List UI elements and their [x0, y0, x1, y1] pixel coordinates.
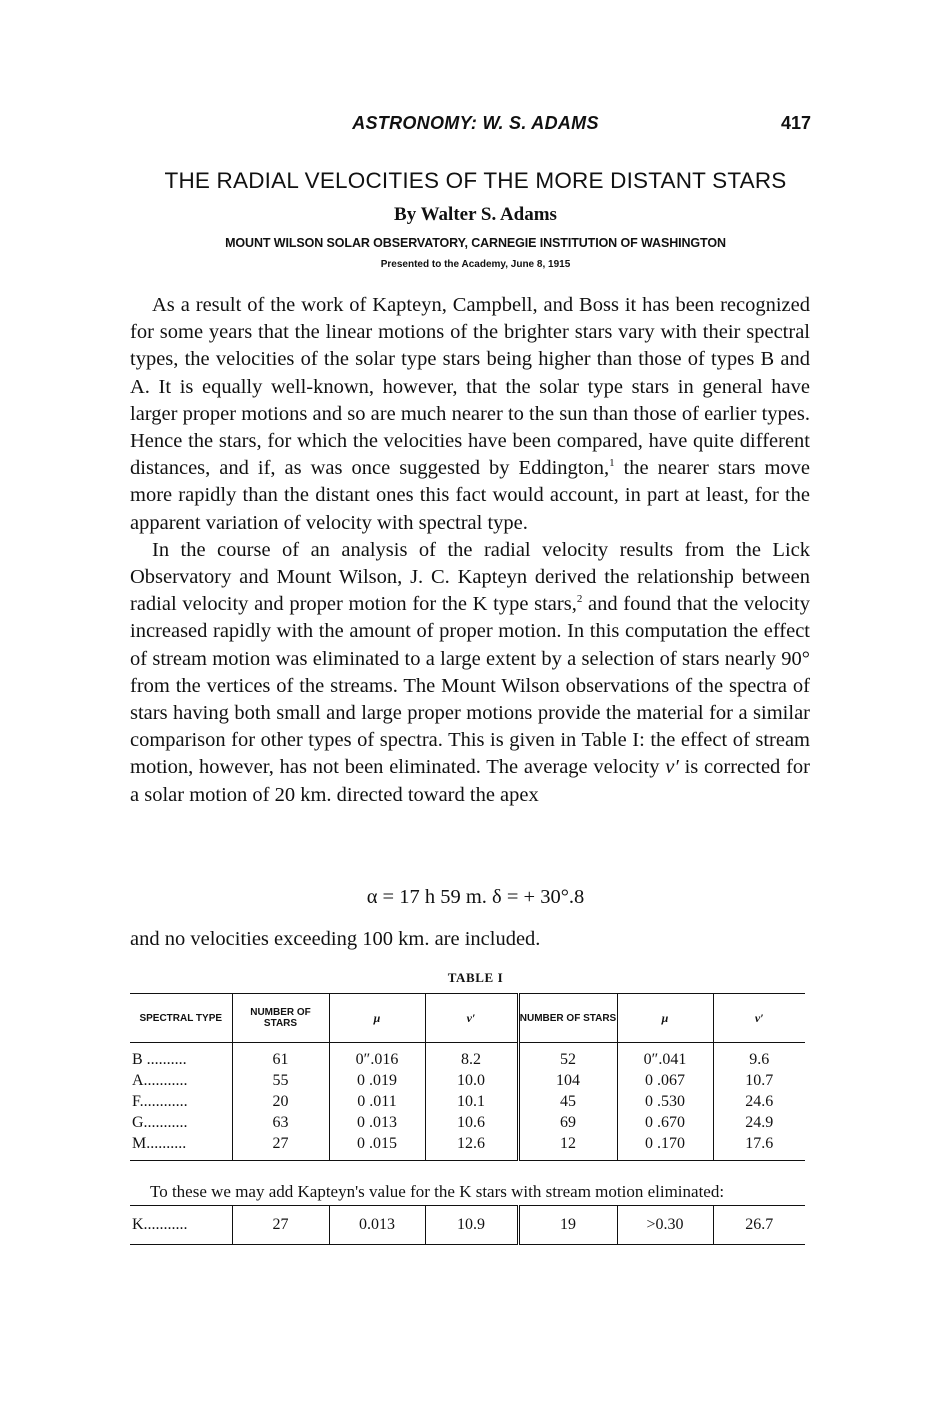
cell-number: 61: [232, 1043, 329, 1071]
cell-v: 10.1: [425, 1091, 518, 1112]
footnote-marker-1[interactable]: 1: [609, 457, 615, 470]
cell-mu: 0.013: [329, 1206, 425, 1245]
cell-mu: 0 .011: [329, 1091, 425, 1112]
cell-mu: 0 .015: [329, 1133, 425, 1161]
k-row: [130, 1206, 805, 1245]
cell-number: 63: [232, 1112, 329, 1133]
paragraph-2: [130, 537, 810, 809]
running-head: [0, 113, 951, 137]
byline: By Walter S. Adams: [394, 204, 557, 225]
data-table: [130, 993, 805, 1161]
header-v: v′: [425, 994, 518, 1043]
paragraph-2-text-c: is corrected for a solar motion of 20 km. directed toward the apex: [130, 756, 810, 806]
table-row: [130, 1133, 805, 1161]
table-note: To these we may add Kapteyn's value for the K stars with stream motion eliminated:: [150, 1182, 725, 1201]
cell-spectral-type: K...........: [130, 1206, 232, 1245]
cell-number: 27: [232, 1133, 329, 1161]
cell-mu: 0 .019: [329, 1070, 425, 1091]
equation: α = 17 h 59 m. δ = + 30°.8: [366, 886, 585, 908]
cell-spectral-type: M..........: [130, 1133, 232, 1161]
page-number: 417: [780, 113, 811, 133]
cell-mu: >0.30: [617, 1206, 713, 1245]
article-title: THE RADIAL VELOCITIES OF THE MORE DISTANT STARS: [164, 168, 787, 193]
cell-v: 10.6: [425, 1112, 518, 1133]
cell-spectral-type: F............: [132, 1092, 188, 1110]
cell-v: 9.6: [713, 1043, 805, 1071]
paragraph-2-text-b: and found that the velocity increased rapidly with the amount of proper motion. In this computation the effect of stream motion was eliminated to a large extent by a selection of stars nearly 90° from the vertices of the streams. The Mount Wilson observations of the spectra of stars having both small and large proper motions provide the material for a similar comparison for other types of spectra. This is given in Table I: the effect of stream motion, however, has not been eliminated. The average velocity: [130, 593, 811, 779]
cell-number: 12: [518, 1133, 617, 1161]
cell-v: 10.9: [425, 1206, 518, 1245]
header-v: v′: [713, 994, 805, 1043]
cell-number: 104: [518, 1070, 617, 1091]
cell-spectral-type: B ..........: [132, 1050, 187, 1068]
cell-mu: 0 .013: [329, 1112, 425, 1133]
cell-v: 10.0: [425, 1070, 518, 1091]
cell-v: 8.2: [425, 1043, 518, 1071]
header-spectral-type: SPECTRAL TYPE: [130, 994, 232, 1043]
header-mu: μ: [329, 994, 425, 1043]
cell-v: 17.6: [713, 1133, 805, 1161]
cell-mu: 0″.016: [329, 1043, 425, 1071]
table-title: TABLE I: [447, 970, 504, 985]
cell-v: 24.9: [713, 1112, 805, 1133]
cell-mu: 0 .530: [617, 1091, 713, 1112]
table-row: [130, 1091, 805, 1112]
footnote-marker-2[interactable]: 2: [576, 593, 583, 606]
paragraph-1-text-b: the nearer stars move more rapidly than the distant ones this fact would account, in part at least, for the apparent variation of velocity with spectral type.: [130, 457, 810, 534]
paragraph-1: [130, 292, 810, 537]
paragraph-2-text-a: In the course of an analysis of the radial velocity results from the Lick Observatory and Mount Wilson, J. C. Kapteyn derived the relationship between radial velocity and proper motion for the K type stars,: [130, 538, 810, 616]
cell-number: 55: [232, 1070, 329, 1091]
continuation-text: and no velocities exceeding 100 km. are included.: [130, 928, 541, 950]
cell-mu: 0 .670: [617, 1112, 713, 1133]
cell-mu: 0 .170: [617, 1133, 713, 1161]
cell-number: 20: [232, 1091, 329, 1112]
cell-number: 19: [518, 1206, 617, 1245]
cell-number: 27: [232, 1206, 329, 1245]
velocity-symbol: v′: [665, 756, 679, 779]
presented-date: Presented to the Academy, June 8, 1915: [380, 259, 571, 270]
table-row: [130, 1043, 805, 1071]
cell-v: 24.6: [713, 1091, 805, 1112]
cell-mu: 0″.041: [617, 1043, 713, 1071]
cell-v: 26.7: [713, 1206, 805, 1245]
affiliation: MOUNT WILSON SOLAR OBSERVATORY, CARNEGIE INSTITUTION OF WASHINGTON: [225, 236, 726, 250]
header-number-of-stars: NUMBER OF STARS: [232, 994, 329, 1043]
table-header-row: [130, 994, 805, 1043]
running-title: ASTRONOMY: W. S. ADAMS: [352, 113, 599, 133]
cell-number: 45: [518, 1091, 617, 1112]
cell-v: 12.6: [425, 1133, 518, 1161]
cell-spectral-type: G...........: [132, 1113, 188, 1131]
header-mu: μ: [617, 994, 713, 1043]
cell-mu: 0 .067: [617, 1070, 713, 1091]
cell-v: 10.7: [713, 1070, 805, 1091]
table-row: [130, 1070, 805, 1091]
table-row: [130, 1112, 805, 1133]
cell-spectral-type: A...........: [132, 1071, 188, 1089]
cell-number: 69: [518, 1112, 617, 1133]
paragraph-1-text-a: As a result of the work of Kapteyn, Campbell, and Boss it has been recognized for some years that the linear motions of the brighter stars vary with their spectral types, the velocities of the solar type stars being higher than those of types B and A. It is equally well-known, however, that the solar type stars in general have larger proper motions and so are much nearer to the sun than those of earlier types. Hence the stars, for which the velocities have been compared, have quite different distances, and if, as was once suggested by Eddington,: [130, 294, 810, 480]
cell-number: 52: [518, 1043, 617, 1071]
body-text: [130, 292, 810, 809]
k-table: [130, 1205, 805, 1245]
header-number-of-stars: NUMBER OF STARS: [518, 994, 617, 1043]
